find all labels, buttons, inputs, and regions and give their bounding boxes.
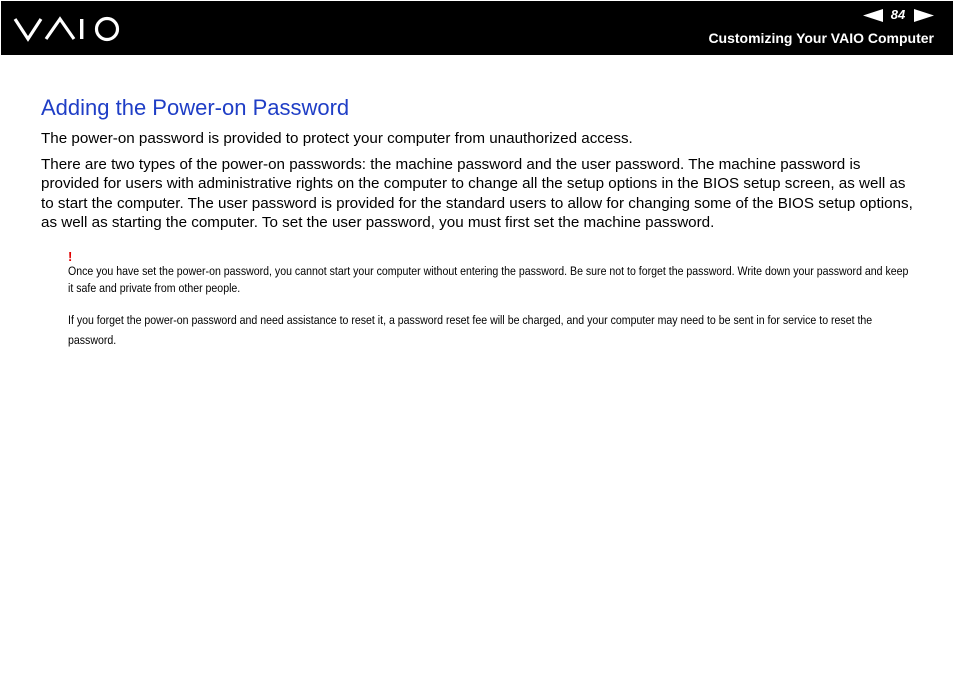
page-heading: Adding the Power-on Password [41, 95, 350, 120]
reset-fee-note-text: If you forget the power-on password and need assistance to reset it, a password reset fee will be charged, and your computer may need to be sent in for service to reset the password. [68, 313, 873, 348]
warning-note-text: Once you have set the power-on password, you cannot start your computer without entering the password. Be sure not to forget the password. Write down your password and keep it safe and private from other people. [68, 264, 909, 296]
main-content [41, 94, 921, 350]
intro-paragraph: The power-on password is provided to protect your computer from unauthorized access. [41, 130, 633, 147]
page-number: 84 [890, 7, 906, 22]
right-arrow-icon[interactable] [914, 9, 934, 22]
password-types-paragraph: There are two types of the power-on passwords: the machine password and the user password. The machine password is provided for users with administrative rights on the computer to change all the setup options in the BIOS setup screen, as well as to start the computer. The user password is provided for the standard users to allow for changing some of the BIOS setup options, as well as starting the computer. To set the user password, you must first set the machine password. [41, 156, 913, 231]
left-arrow-icon[interactable] [863, 9, 883, 22]
header-bar [1, 1, 953, 55]
vaio-logo [13, 15, 121, 43]
warning-icon: ! [68, 249, 73, 265]
warning-note [68, 250, 913, 350]
section-title: Customizing Your VAIO Computer [708, 30, 934, 46]
